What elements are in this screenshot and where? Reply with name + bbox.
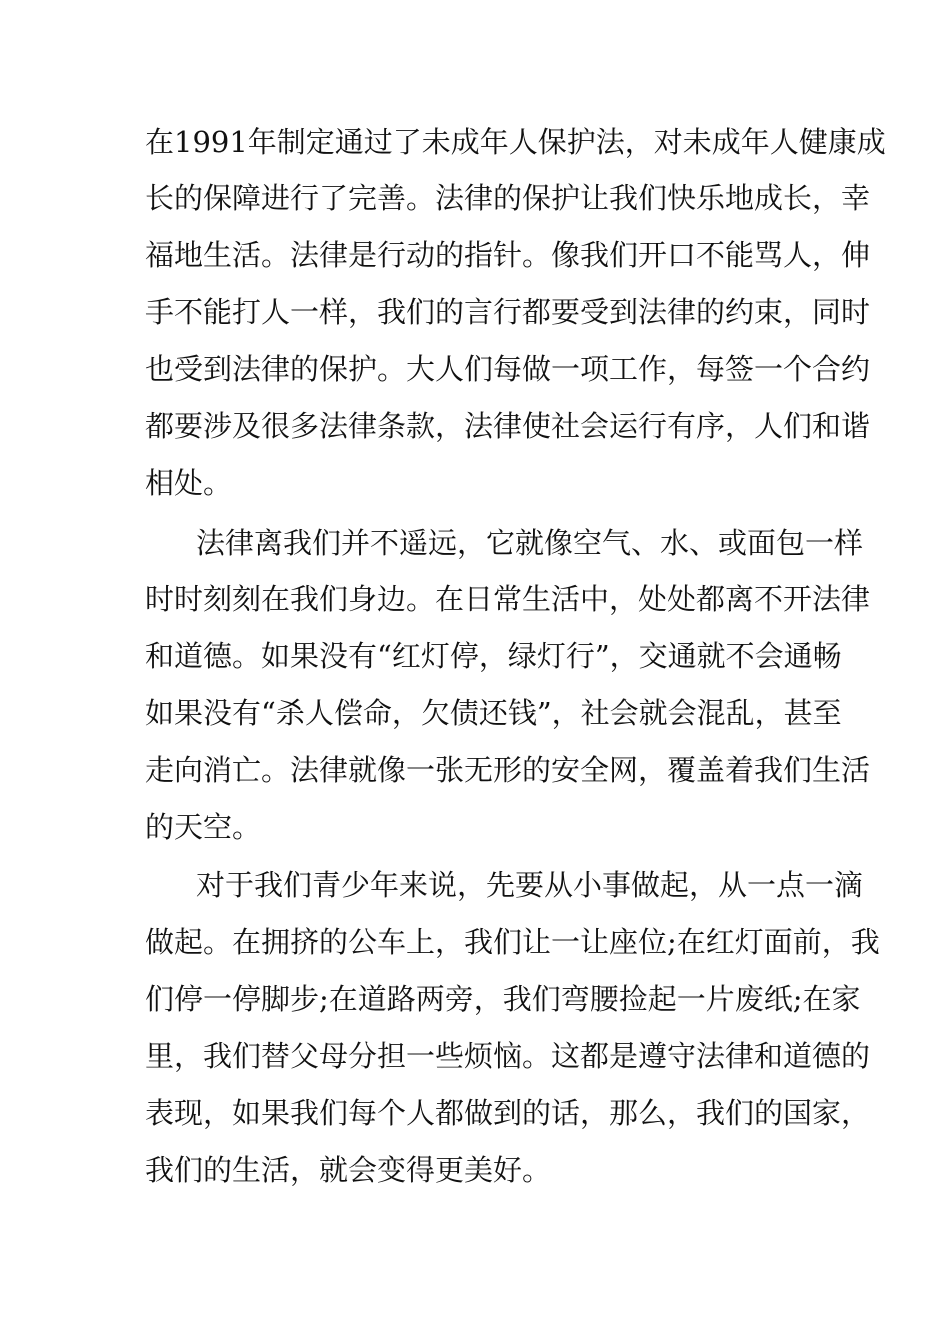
text-line: 长的保障进行了完善。法律的保护让我们快乐地成长，幸 [145, 181, 871, 215]
text-line: 表现，如果我们每个人都做到的话，那么，我们的国家， [145, 1096, 871, 1130]
text-line: 的天空。 [145, 810, 262, 844]
text-line: 对于我们青少年来说，先要从小事做起，从一点一滴 [196, 868, 864, 902]
text-line: 我们的生活，就会变得更美好。 [145, 1153, 552, 1187]
text-line: 法律离我们并不遥远，它就像空气、水、或面包一样 [196, 526, 864, 560]
text-line: 都要涉及很多法律条款，法律使社会运行有序，人们和谐 [145, 409, 871, 443]
text-line: 手不能打人一样，我们的言行都要受到法律的约束，同时 [145, 295, 871, 329]
text-line: 在1991年制定通过了未成年人保护法，对未成年人健康成 [145, 125, 886, 159]
text-line: 如果没有“杀人偿命，欠债还钱”，社会就会混乱，甚至 [145, 696, 842, 730]
text-line: 里，我们替父母分担一些烦恼。这都是遵守法律和道德的 [145, 1039, 871, 1073]
text-line: 相处。 [145, 466, 233, 500]
text-line: 时时刻刻在我们身边。在日常生活中，处处都离不开法律 [145, 582, 871, 616]
text-line: 也受到法律的保护。大人们每做一项工作，每签一个合约 [145, 352, 871, 386]
text-line: 走向消亡。法律就像一张无形的安全网，覆盖着我们生活 [145, 753, 871, 787]
text-line: 做起。在拥挤的公车上，我们让一让座位;在红灯面前，我 [145, 925, 880, 959]
text-line: 们停一停脚步;在道路两旁，我们弯腰捡起一片废纸;在家 [145, 982, 861, 1016]
text-line: 和道德。如果没有“红灯停，绿灯行”，交通就不会通畅 [145, 639, 842, 673]
text-line: 福地生活。法律是行动的指针。像我们开口不能骂人，伸 [145, 238, 871, 272]
